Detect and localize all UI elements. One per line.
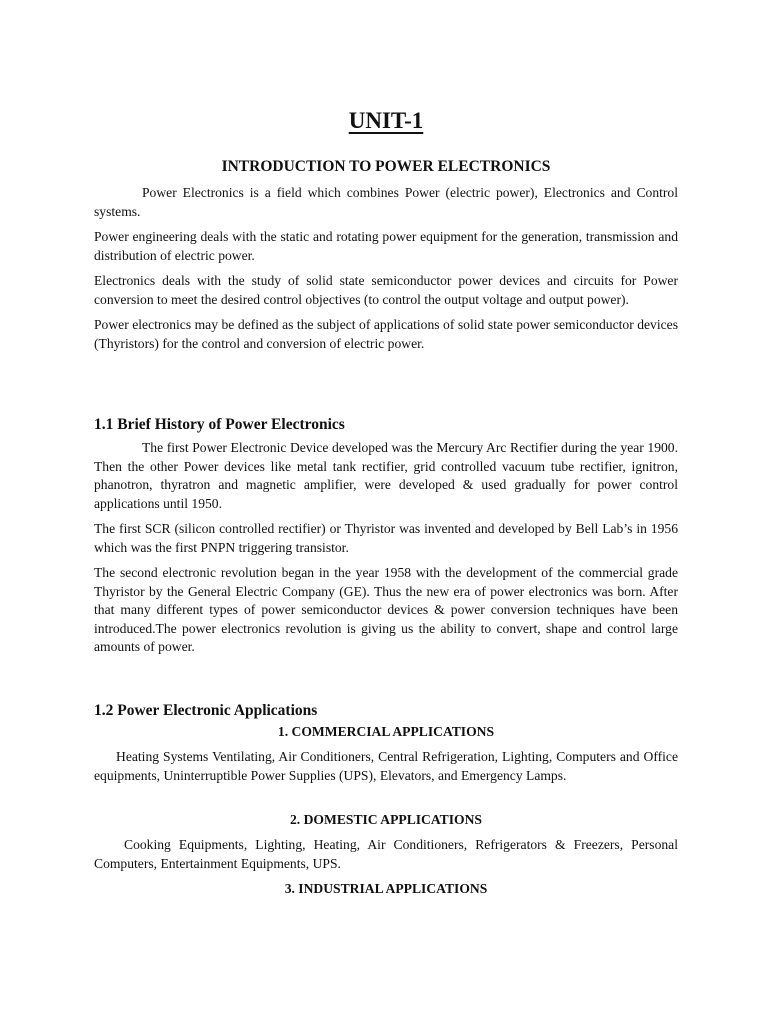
domestic-applications	[94, 812, 678, 828]
domestic-paragraph: Cooking Equipments, Lighting, Heating, Air Conditioners, Refrigerators & Freezers, Personal Computers, Entertainment Equipments, UPS.	[94, 837, 678, 871]
commercial-heading: 1. COMMERCIAL APPLICATIONS	[277, 724, 495, 739]
history-heading: 1.1 Brief History of Power Electronics	[94, 416, 345, 433]
history-paragraph-3: The second electronic revolution began in the year 1958 with the development of the commercial grade Thyristor by the General Electric Company (GE). Thus the new era of power electronics was born. After that many different types of power semiconductor devices & power conversion techniques have been introduced.The power electronics revolution is giving us the ability to convert, shape and control large amounts of power.	[94, 565, 678, 654]
industrial-applications	[94, 881, 678, 897]
history-section	[94, 416, 678, 434]
domestic-heading: 2. DOMESTIC APPLICATIONS	[290, 812, 482, 827]
history-paragraph-1: The first Power Electronic Device developed was the Mercury Arc Rectifier during the year 1900. Then the other Power devices like metal tank rectifier, grid controlled vacuum tube rectifier, ignitron, phanotron, thyratron and magnetic amplifier, were developed & used gradually for power control applications until 1950.	[94, 440, 678, 511]
commercial-applications	[94, 724, 678, 740]
industrial-heading: 3. INDUSTRIAL APPLICATIONS	[284, 881, 488, 896]
intro-paragraph-2: Power engineering deals with the static and rotating power equipment for the generation, transmission and distribution of electric power.	[94, 229, 678, 263]
domestic-body	[94, 836, 678, 880]
unit-title: UNIT-1	[348, 108, 424, 133]
intro-paragraph-1: Power Electronics is a field which combines Power (electric power), Electronics and Control systems.	[94, 185, 678, 219]
applications-heading: 1.2 Power Electronic Applications	[94, 702, 318, 719]
history-paragraph-2: The first SCR (silicon controlled rectifier) or Thyristor was invented and developed by Bell Lab’s in 1956 which was the first PNPN triggering transistor.	[94, 521, 678, 555]
intro-section	[94, 184, 678, 360]
intro-paragraph-4: Power electronics may be defined as the subject of applications of solid state power semiconductor devices (Thyristors) for the control and conversion of electric power.	[94, 317, 678, 351]
chapter-title: INTRODUCTION TO POWER ELECTRONICS	[221, 158, 551, 175]
history-body	[94, 439, 678, 664]
commercial-paragraph: Heating Systems Ventilating, Air Conditioners, Central Refrigeration, Lighting, Computers and Office equipments, Uninterruptible Power Supplies (UPS), Elevators, and Emergency Lamps.	[94, 749, 678, 783]
intro-paragraph-3: Electronics deals with the study of solid state semiconductor power devices and circuits for Power conversion to meet the desired control objectives (to control the output voltage and output power).	[94, 273, 678, 307]
commercial-body	[94, 748, 678, 792]
applications-section	[94, 702, 678, 720]
